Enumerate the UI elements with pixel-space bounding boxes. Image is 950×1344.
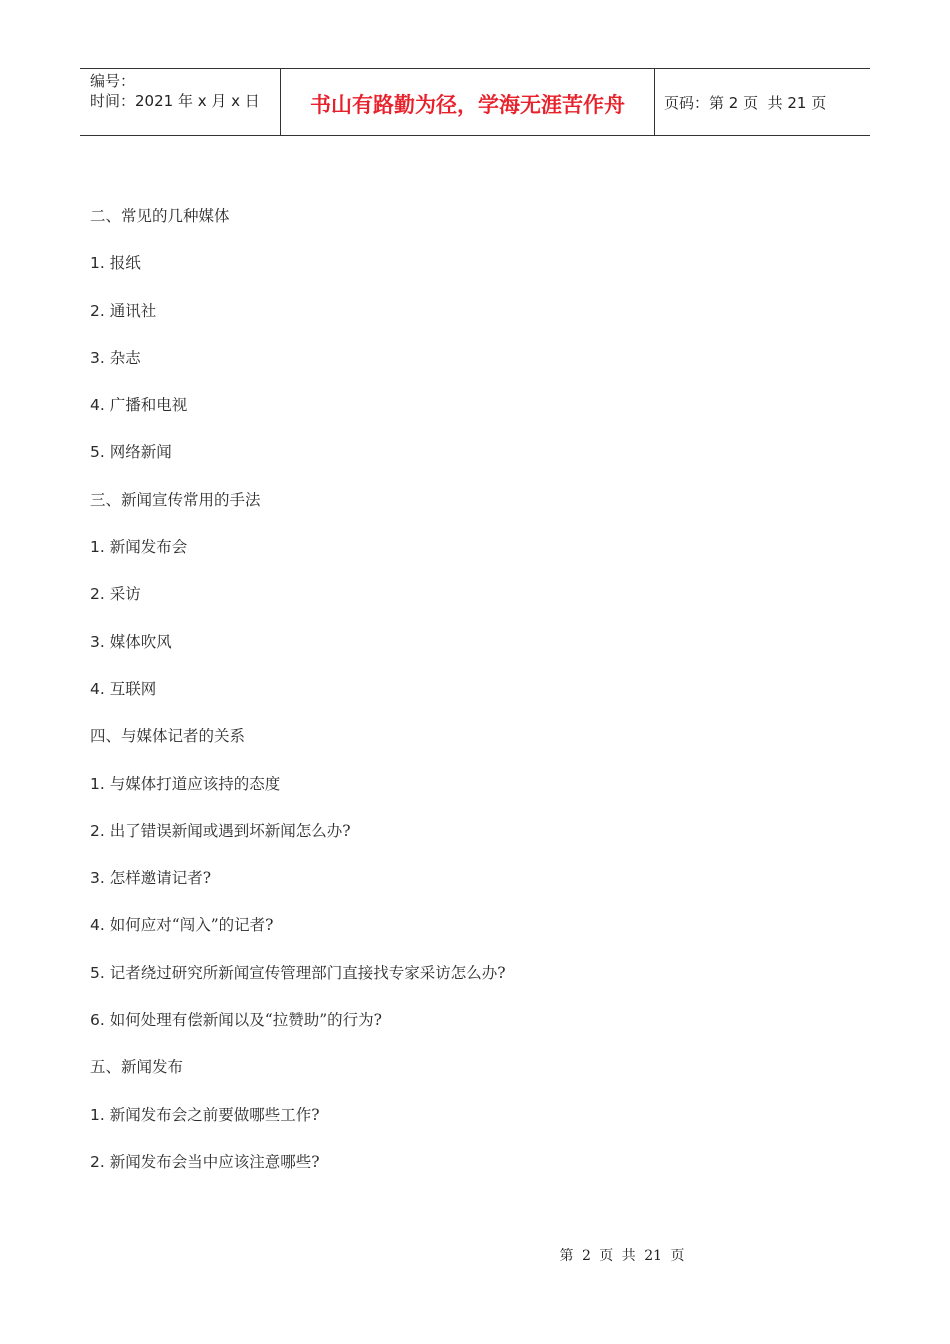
section-heading: 四、与媒体记者的关系 [90, 727, 246, 746]
list-item: 3. 媒体吹风 [90, 632, 172, 651]
header-motto-cell [281, 69, 655, 135]
list-item: 4. 互联网 [90, 679, 157, 698]
list-item: 4. 如何应对“闯入”的记者? [90, 916, 274, 935]
list-item: 5. 记者绕过研究所新闻宣传管理部门直接找专家采访怎么办? [90, 963, 506, 982]
document-number-label: 编号： [90, 72, 136, 90]
list-item: 2. 新闻发布会当中应该注意哪些? [90, 1152, 320, 1171]
list-item: 1. 报纸 [90, 254, 141, 273]
list-item: 3. 杂志 [90, 348, 141, 367]
list-item: 2. 出了错误新闻或遇到坏新闻怎么办? [90, 821, 351, 840]
list-item: 3. 怎样邀请记者? [90, 869, 212, 888]
header-motto: 书山有路勤为径，学海无涯苦作舟 [310, 93, 625, 117]
section-heading: 三、新闻宣传常用的手法 [90, 490, 261, 509]
list-item: 1. 新闻发布会之前要做哪些工作? [90, 1105, 320, 1124]
section-heading: 二、常见的几种媒体 [90, 207, 230, 225]
list-item: 1. 与媒体打道应该持的态度 [90, 774, 281, 793]
list-item: 5. 网络新闻 [90, 443, 172, 462]
header-meta-cell [80, 69, 281, 135]
page-footer [0, 1245, 950, 1265]
page-header [80, 68, 870, 136]
header-page-cell [655, 69, 870, 135]
list-item: 1. 新闻发布会 [90, 538, 188, 557]
list-item: 2. 通讯社 [90, 301, 157, 320]
list-item: 4. 广播和电视 [90, 396, 188, 415]
document-body [90, 201, 870, 1194]
document-time-label: 时间：2021 年 x 月 x 日 [90, 92, 260, 110]
header-page-label: 页码：第 2 页 共 21 页 [664, 93, 827, 112]
list-item: 6. 如何处理有偿新闻以及“拉赞助”的行为? [90, 1011, 382, 1030]
footer-page-number: 第 2 页 共 21 页 [559, 1248, 685, 1264]
list-item: 2. 采访 [90, 585, 141, 604]
section-heading: 五、新闻发布 [90, 1058, 184, 1077]
